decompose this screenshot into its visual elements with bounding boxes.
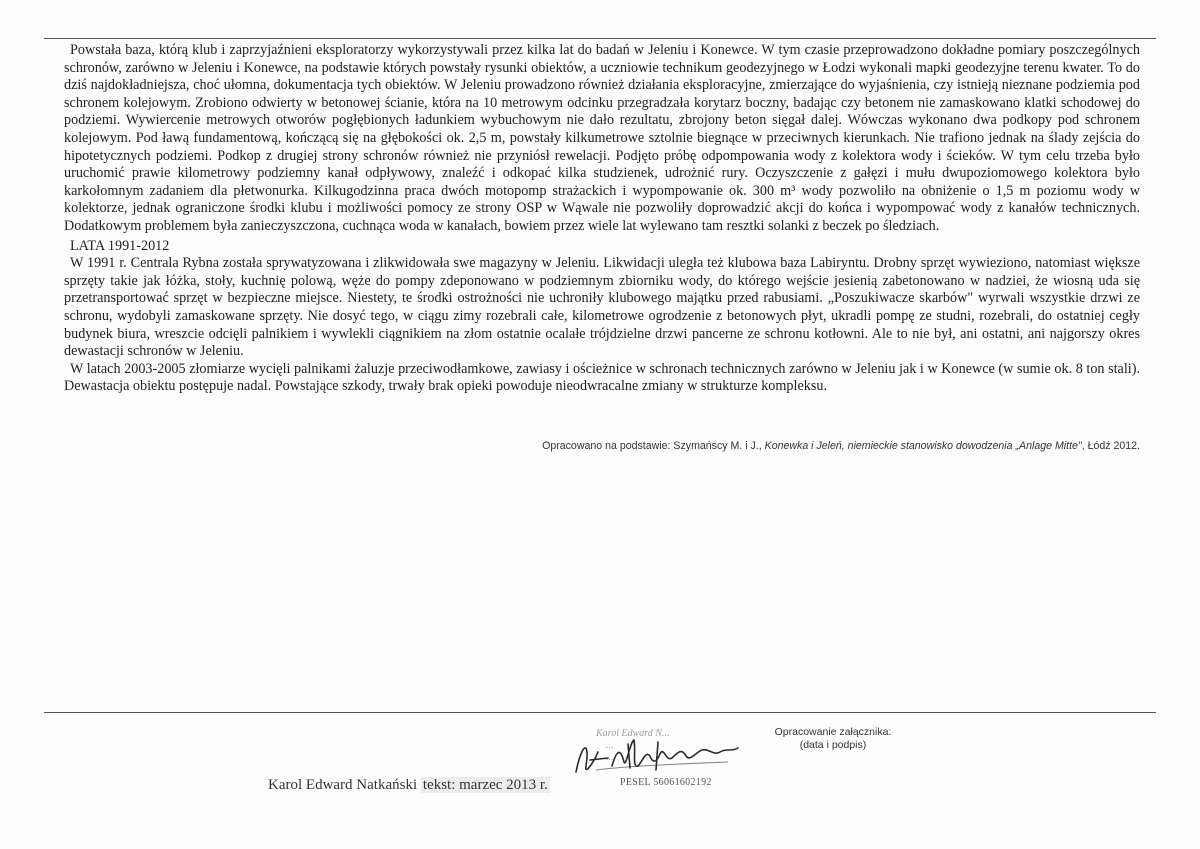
author-line [268,777,550,794]
source-note [64,440,1140,452]
attachment-subtitle: (data i podpis) [799,739,867,751]
attachment-title: Opracowanie załącznika: [774,726,892,738]
section-heading: LATA 1991-2012 [70,237,170,254]
paragraph-3: W latach 2003-2005 złomiarze wycięli palnikami żaluzje przeciwodłamkowe, zawiasy i ościeżnice w schronach technicznych zarówno w Jeleniu jak i w Konewce (w sumie ok. 8 ton stali). Dewastacja obiektu postępuje nadal. Powstające szkody, trwały brak opieki powoduje nieodwracalne zmiany w strukturze kompleksu. [64,360,1140,395]
text-date: tekst: marzec 2013 r. [422,777,548,793]
top-rule [44,38,1156,39]
paragraph-1: Powstała baza, którą klub i zaprzyjaźnieni eksploratorzy wykorzystywali przez kilka lat do badań w Jeleniu i Konewce. W tym czasie przeprowadzono dokładne pomiary poszczególnych schronów, zarówno w Jeleniu i Konewce, na podstawie których powstały rysunki obiektów, a uczniowie technikum geodezyjnego w Łodzi wykonali mapki geodezyjne terenu kwater. To do dziś najdokładniejsza, choć ułomna, dokumentacja tych obiektów. W Jeleniu prowadzono również działania eksploracyjne, zmierzające do wyjaśnienia, czy istnieją nieznane podziemia pod schronem kolejowym. Zrobiono odwierty w betonowej ścianie, która na 10 metrowym odcinku przegradzała korytarz boczny, badając czy betonem nie zamaskowano klatki schodowej do podziemi. Wywiercenie metrowych otworów pogłębionych ładunkiem wybuchowym nie dało rezultatu, zbrojony beton sięgał dalej. Wówczas wykonano dwa podkopy pod schronem kolejowym. Pod ławą fundamentową, kończącą się na głębokości ok. 2,5 m, powstały kilkumetrowe sztolnie biegnące w przeciwnych kierunkach. Nie trafiono jednak na ślady zejścia do hipotetycznych podziemi. Podkop z drugiej strony schronów również nie przyniósł rewelacji. Podjęto próbę odpompowania wody z kolektora wody i ścieków. W tym celu trzeba było uruchomić prawie kilometrowy podziemny kanał odpływowy, znaleźć i odkopać kilka studzienek, udrożnić rury. Oczyszczenie z gałęzi i mułu dwupoziomowego kolektora było karkołomnym zadaniem dla płetwonurka. Kilkugodzinna praca dwóch motopomp strażackich i wypompowanie ok. 300 m³ wody pozwoliło na obniżenie o 1,5 m poziomu wody w kolektorze, jednak ograniczone środki klubu i możliwości pomocy ze strony OSP w Wąwale nie pozwoliły doprowadzić akcji do końca i wypompować wody z kanałów technicznych. Dodatkowym problemem była zanieczyszczona, cuchnąca woda w kanałach, bowiem przez wiele lat wylewano tam resztki solanki z beczek po śledziach. [64,42,1140,234]
author-name: Karol Edward Natkański [268,777,418,793]
signature-stamp [568,722,768,794]
attachment-label [772,726,894,752]
source-title: Konewka i Jeleń, niemieckie stanowisko dowodzenia „Anlage Mitte" [764,440,1082,452]
stamp-pesel: PESEL 56061602192 [620,777,712,788]
bottom-rule [44,712,1156,713]
document-body [64,42,1140,396]
source-suffix: , Łódź 2012. [1081,440,1140,452]
paragraph-2: W 1991 r. Centrala Rybna została sprywatyzowana i zlikwidowała swe magazyny w Jeleniu. Likwidacji uległa też klubowa baza Labiryntu. Drobny sprzęt wywieziono, natomiast większe sprzęty takie jak łóżka, stoły, kuchnię polową, węże do pompy zdeponowano w podziemnym zbiorniku wody, do którego wejście jesienią zabetonowano w nadziei, że wiosną uda się przetransportować sprzęt w bezpieczne miejsce. Niestety, te środki ostrożności nie uchroniły klubowego majątku przed rabusiami. „Poszukiwacze skarbów" wyrwali wszystkie drzwi ze schronu, wydobyli zamaskowane sprzęty. Nie dosyć tego, w ciągu zimy rozebrali całe, kilometrowe ogrodzenie z betonowych płyt, ukradli pompę ze studni, rozebrali, do ostatniej cegły budynek biura, wreszcie odcięli palnikiem i wywlekli ciągnikiem na złom ostatnie ocalałe trójdzielne drzwi pancerne ze schronu kotłowni. Ale to nie był, ani ostatni, ani najgorszy okres dewastacji schronów w Jeleniu. [64,255,1140,360]
source-prefix: Opracowano na podstawie: Szymańscy M. i J., [542,440,765,452]
stamp-faded-text: Karol Edward N... ... ... [596,728,670,763]
